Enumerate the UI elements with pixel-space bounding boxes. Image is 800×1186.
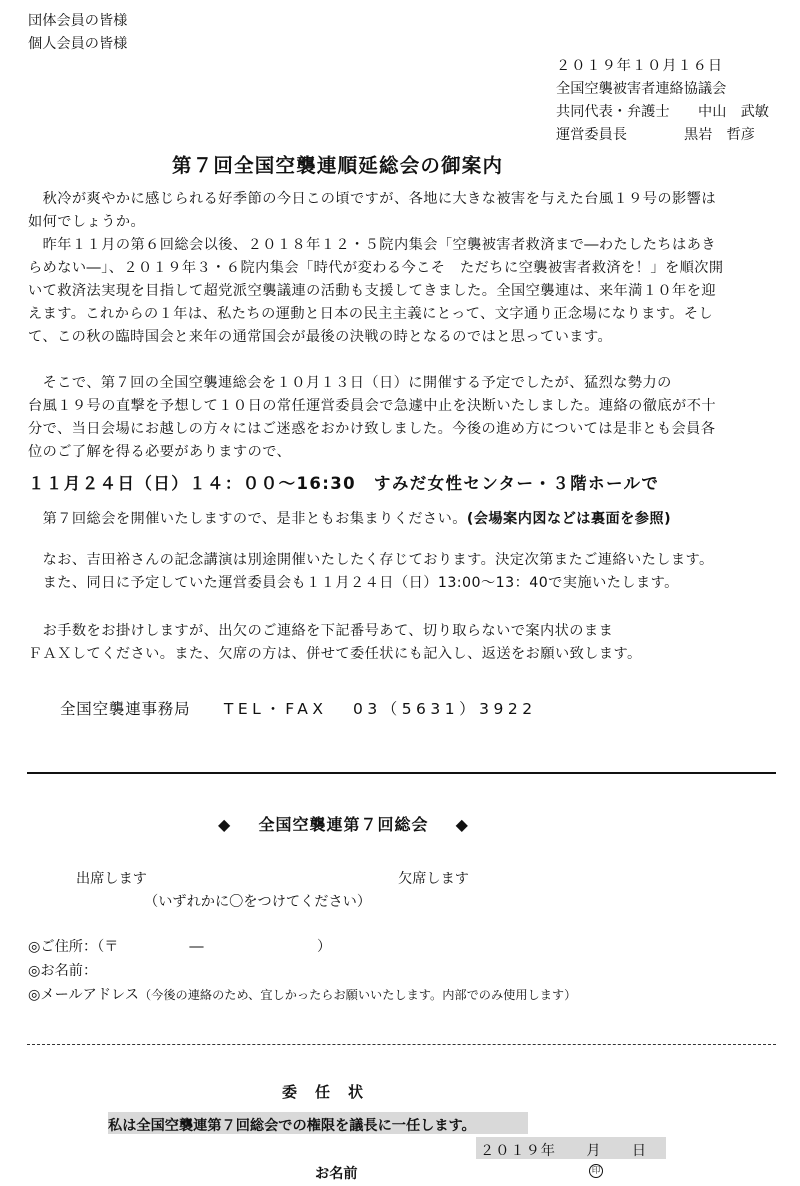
section-divider — [27, 772, 776, 774]
address-field[interactable]: ◎ご住所：（〒 ― ） — [28, 939, 332, 955]
paragraph-line: 位のご了解を得る必要がありますので、 — [28, 444, 292, 460]
page-title: 第７回全国空襲連順延総会の御案内 — [172, 154, 504, 177]
paragraph-line: 秋冷が爽やかに感じられる好季節の今日この頃ですが、各地に大きな被害を与えた台風１９号の影響は — [28, 191, 716, 207]
paragraph-line: 分で、当日会場にお越しの方々にはご迷惑をおかけ致しました。今後の進め方については是非とも会員各 — [28, 421, 716, 437]
paragraph-line: そこで、第７回の全国空襲連総会を１０月１３日（日）に開催する予定でしたが、猛烈な勢力の — [28, 375, 672, 391]
attendance-instruction: （いずれかに〇をつけてください） — [144, 894, 372, 910]
email-note: （今後の連絡のため、宜しかったらお願いいたします。内部でのみ使用します） — [138, 988, 577, 1002]
sender-chair-title: 運営委員長 — [556, 127, 627, 143]
paragraph-line: いて救済法実現を目指して超党派空襲議連の活動も支援してきました。全国空襲連は、来年満１０年を迎 — [28, 283, 716, 299]
proxy-statement: 私は全国空襲連第７回総会での権限を議長に一任します。 — [108, 1118, 476, 1134]
paragraph-line: 台風１９号の直撃を予想して１０日の常任運営委員会で急遽中止を決断いたしました。連絡の徹底が不十 — [28, 398, 716, 414]
tel-fax-label: TEL・FAX — [223, 700, 328, 718]
proxy-date[interactable]: ２０１９年 月 日 — [480, 1143, 648, 1159]
absent-option[interactable]: 欠席します — [398, 871, 469, 887]
attend-option[interactable]: 出席します — [76, 871, 147, 887]
diamond-icon: ◆ — [455, 815, 469, 834]
sender-rep-name: 中山 武敏 — [698, 104, 769, 120]
paragraph-line: 如何でしょうか。 — [28, 214, 146, 230]
paragraph-line: なお、吉田裕さんの記念講演は別途開催いたしたく存じております。決定次第またご連絡いたします。 — [28, 552, 714, 568]
paragraph-line: ＦＡＸしてください。また、欠席の方は、併せて委任状にも記入し、返送をお願い致します。 — [28, 646, 642, 662]
paragraph-text: 第７回総会を開催いたしますので、是非ともお集まりください。 — [28, 511, 467, 527]
paragraph-line: えます。これからの１年は、私たちの運動と日本の民主主義にとって、文字通り正念場になります。そし — [28, 306, 714, 322]
paragraph-line: 昨年１１月の第６回総会以後、２０１８年１２・５院内集会「空襲被害者救済まで―わたしたちはあき — [28, 237, 716, 253]
form-title — [218, 812, 469, 835]
office-name: 全国空襲連事務局 — [60, 700, 191, 718]
form-title-text: 全国空襲連第７回総会 — [258, 815, 429, 834]
contact-line — [60, 697, 537, 719]
email-field[interactable] — [28, 984, 576, 1004]
paragraph-line: お手数をお掛けしますが、出欠のご連絡を下記番号あて、切り取らないで案内状のまま — [28, 623, 614, 639]
seal-icon: 印 — [589, 1164, 603, 1178]
sender-org: 全国空襲被害者連絡協議会 — [556, 81, 727, 97]
name-field[interactable]: ◎お名前： — [28, 963, 98, 979]
sender-chair-name: 黒岩 哲彦 — [684, 127, 755, 143]
letter-date: ２０１９年１０月１６日 — [556, 58, 724, 74]
email-label: ◎メールアドレス — [28, 987, 139, 1003]
tel-fax-number: 03（5631）3922 — [352, 700, 537, 718]
cut-line — [27, 1044, 776, 1045]
proxy-title: 委 任 状 — [282, 1083, 365, 1101]
meeting-date-venue: １１月２４日（日）１４：００～16:30 すみだ女性センター・３階ホールで — [28, 474, 660, 493]
paragraph-line — [28, 508, 671, 528]
paragraph-line: て、この秋の臨時国会と来年の通常国会が最後の決戦の時となるのではと思っています。 — [28, 329, 613, 345]
recipient-groups: 団体会員の皆様 — [28, 13, 128, 29]
proxy-name-label[interactable]: お名前 — [315, 1166, 358, 1182]
paragraph-line: らめない―」、２０１９年３・６院内集会「時代が変わる今こそ ただちに空襲被害者救済を！」を順次開 — [28, 260, 724, 276]
venue-map-note: (会場案内図などは裏面を参照) — [466, 511, 672, 527]
paragraph-line: また、同日に予定していた運営委員会も１１月２４日（日）13:00～13：40で実施いたします。 — [28, 575, 679, 591]
sender-rep-title: 共同代表・弁護士 — [556, 104, 670, 120]
recipient-individuals: 個人会員の皆様 — [28, 36, 128, 52]
diamond-icon: ◆ — [218, 815, 232, 834]
